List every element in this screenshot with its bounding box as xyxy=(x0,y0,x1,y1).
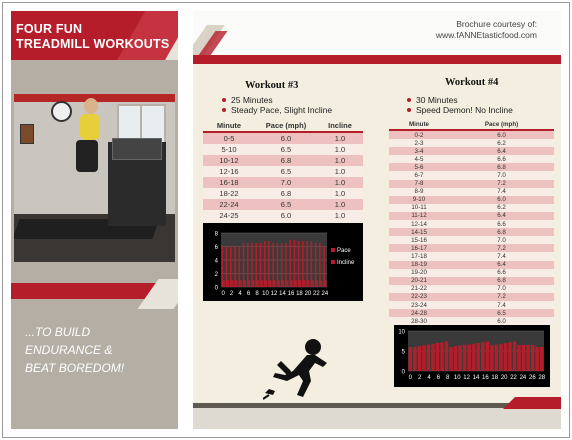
legend-label: Pace xyxy=(337,248,351,254)
title-line-2: TREADMILL WORKOUTS xyxy=(16,37,170,51)
chart-bar xyxy=(306,241,308,287)
chart-bar xyxy=(277,243,279,287)
table-cell: 6.6 xyxy=(449,220,554,228)
chart-bar xyxy=(495,345,498,371)
table-cell: 21-22 xyxy=(389,285,449,293)
table-cell: 18-22 xyxy=(203,188,255,199)
table-cell: 7.0 xyxy=(449,171,554,179)
workout4-table xyxy=(389,119,554,325)
table-cell: 1.0 xyxy=(317,155,363,166)
table-cell: 1.0 xyxy=(317,210,363,221)
x-tick-label: 12 xyxy=(270,291,278,297)
workout4-bullet: 30 Minutes xyxy=(406,95,513,105)
table-cell: 20-21 xyxy=(389,277,449,285)
workout3-bullets xyxy=(221,95,332,115)
table-cell: 6.0 xyxy=(255,132,317,144)
table-cell: 11-12 xyxy=(389,212,449,220)
table-row xyxy=(203,155,363,166)
workout3-title: Workout #3 xyxy=(245,80,299,91)
chart-bar xyxy=(431,344,434,371)
chart-bar xyxy=(440,342,443,371)
workout4-chart xyxy=(394,325,550,387)
chart-bar xyxy=(298,241,300,287)
y-tick-label: 2 xyxy=(214,272,218,278)
table-cell: 6.2 xyxy=(449,204,554,212)
chart-bar xyxy=(418,346,421,371)
clock-icon xyxy=(51,101,72,122)
table-row xyxy=(389,244,554,252)
table-cell: 6.6 xyxy=(449,155,554,163)
table-row xyxy=(389,188,554,196)
chart-bar xyxy=(499,344,502,371)
table-row xyxy=(389,130,554,139)
chart-bar xyxy=(291,280,293,287)
chart-bar xyxy=(302,241,304,287)
chart-bar xyxy=(316,280,318,287)
chart-bar xyxy=(226,247,228,288)
courtesy-url: www.fANNEtasticfood.com xyxy=(435,30,537,40)
chart-bar xyxy=(531,345,534,371)
chart-bar xyxy=(255,243,257,287)
chart-bar xyxy=(312,280,314,287)
x-tick-label: 2 xyxy=(229,291,234,297)
workout4-title: Workout #4 xyxy=(445,77,499,88)
table-cell: 6.4 xyxy=(449,261,554,269)
table-row xyxy=(203,188,363,199)
table-row xyxy=(389,139,554,147)
table-row xyxy=(389,301,554,309)
table-cell: 0-2 xyxy=(389,130,449,139)
table-cell: 18-19 xyxy=(389,261,449,269)
chart-bar xyxy=(244,280,246,287)
x-tick-label: 20 xyxy=(500,375,508,381)
table-row xyxy=(389,155,554,163)
right-panel xyxy=(193,11,561,429)
chart-bar xyxy=(282,280,284,287)
chart-bar xyxy=(236,280,238,287)
table-cell: 0-5 xyxy=(203,132,255,144)
chart-bar xyxy=(261,280,263,287)
chart-bar xyxy=(299,280,301,287)
table-cell: 28-30 xyxy=(389,317,449,325)
x-tick-label: 20 xyxy=(304,291,312,297)
chart-bar xyxy=(260,243,262,287)
x-tick-label: 22 xyxy=(510,375,517,381)
chart-bar xyxy=(321,280,323,287)
chart-bar xyxy=(472,344,475,371)
chart-bar xyxy=(449,347,452,371)
x-tick-label: 4 xyxy=(427,375,431,381)
table-cell: 17-18 xyxy=(389,252,449,260)
runner-icon xyxy=(263,337,333,405)
chart-bar xyxy=(325,280,327,287)
table-cell: 6.5 xyxy=(255,144,317,155)
chart-bar xyxy=(289,240,291,287)
table-row xyxy=(389,309,554,317)
slogan xyxy=(25,323,170,377)
table-row xyxy=(203,132,363,144)
table-row xyxy=(389,228,554,236)
table-row xyxy=(389,277,554,285)
table-cell: 1.0 xyxy=(317,199,363,210)
col-minute: Minute xyxy=(389,119,449,130)
workout4-chart-svg xyxy=(394,325,550,387)
table-cell: 6.6 xyxy=(449,269,554,277)
chart-bar xyxy=(274,280,276,287)
chart-bar xyxy=(240,280,242,287)
chart-bar xyxy=(508,342,511,371)
chart-bar xyxy=(490,345,493,371)
chart-bar xyxy=(477,343,480,371)
chart-bar xyxy=(272,243,274,287)
courtesy-note xyxy=(436,19,537,41)
x-tick-label: 14 xyxy=(472,375,480,381)
chart-bar xyxy=(270,280,272,287)
x-tick-label: 10 xyxy=(453,375,461,381)
table-cell: 19-20 xyxy=(389,269,449,277)
table-cell: 1.0 xyxy=(317,188,363,199)
chart-bar xyxy=(249,280,251,287)
chart-bar xyxy=(264,241,266,287)
workout3-chart-svg xyxy=(203,223,363,301)
table-cell: 8-9 xyxy=(389,188,449,196)
chart-bar xyxy=(294,240,296,287)
table-row xyxy=(203,144,363,155)
y-tick-label: 10 xyxy=(398,329,405,336)
table-row xyxy=(203,210,363,221)
chart-bar xyxy=(517,345,520,371)
chart-bar xyxy=(285,243,287,287)
table-cell: 2-3 xyxy=(389,139,449,147)
courtesy-label: Brochure courtesy of: xyxy=(456,19,537,29)
table-cell: 12-16 xyxy=(203,166,255,177)
table-cell: 22-24 xyxy=(203,199,255,210)
table-cell: 15-16 xyxy=(389,236,449,244)
y-tick-label: 0 xyxy=(214,285,218,292)
table-cell: 6-7 xyxy=(389,171,449,179)
table-cell: 1.0 xyxy=(317,166,363,177)
table-cell: 6.5 xyxy=(255,166,317,177)
table-cell: 6.0 xyxy=(255,210,317,221)
chart-bar xyxy=(257,280,259,287)
col-minute: Minute xyxy=(203,119,255,132)
chart-bar xyxy=(504,343,507,371)
table-cell: 14-15 xyxy=(389,228,449,236)
chart-bar xyxy=(454,346,457,371)
chart-bar xyxy=(227,280,229,287)
workout3-bullet: 25 Minutes xyxy=(221,95,332,105)
chart-bar xyxy=(319,243,321,287)
table-row xyxy=(389,252,554,260)
left-red-band xyxy=(11,283,178,299)
table-cell: 22-23 xyxy=(389,293,449,301)
table-row xyxy=(389,212,554,220)
table-cell: 24-28 xyxy=(389,309,449,317)
chart-bar xyxy=(287,280,289,287)
table-row xyxy=(389,293,554,301)
y-tick-label: 5 xyxy=(401,349,405,356)
table-cell: 6.5 xyxy=(449,309,554,317)
table-cell: 7.2 xyxy=(449,180,554,188)
col-pace: Pace (mph) xyxy=(255,119,317,132)
x-tick-label: 8 xyxy=(255,291,259,297)
chart-bar xyxy=(481,342,484,371)
table-cell: 1.0 xyxy=(317,177,363,188)
slogan-line-1: ...TO BUILD xyxy=(25,325,91,339)
table-row xyxy=(389,285,554,293)
table-cell: 6.8 xyxy=(449,277,554,285)
chart-bar xyxy=(232,280,234,287)
chart-bar xyxy=(422,345,425,371)
table-cell: 6.8 xyxy=(449,163,554,171)
chart-bar xyxy=(253,280,255,287)
title-line-1: FOUR FUN xyxy=(16,22,83,36)
left-header xyxy=(11,11,178,60)
x-tick-label: 28 xyxy=(538,375,546,381)
table-cell: 6.4 xyxy=(449,147,554,155)
table-cell: 6.4 xyxy=(449,212,554,220)
chart-bar xyxy=(295,280,297,287)
chart-bar xyxy=(463,345,466,371)
table-cell: 7.2 xyxy=(449,244,554,252)
table-row xyxy=(389,261,554,269)
chart-bar xyxy=(308,280,310,287)
table-cell: 4-5 xyxy=(389,155,449,163)
x-tick-label: 26 xyxy=(528,375,536,381)
chart-bar xyxy=(315,243,317,287)
x-tick-label: 18 xyxy=(296,291,303,297)
chart-bar xyxy=(409,347,412,371)
table-row xyxy=(389,163,554,171)
table-cell: 7-8 xyxy=(389,180,449,188)
chart-bar xyxy=(526,345,529,371)
y-tick-label: 0 xyxy=(401,369,405,376)
table-cell: 7.4 xyxy=(449,301,554,309)
table-row xyxy=(389,171,554,179)
chart-bar xyxy=(266,280,268,287)
slogan-line-2: ENDURANCE & xyxy=(25,343,113,357)
chart-bar xyxy=(522,345,525,371)
table-cell: 9-10 xyxy=(389,196,449,204)
y-tick-label: 6 xyxy=(214,245,218,251)
legend-label: Incline xyxy=(337,260,355,266)
workout3-chart xyxy=(203,223,363,301)
table-cell: 10-11 xyxy=(389,204,449,212)
y-tick-label: 4 xyxy=(214,258,218,265)
slogan-line-3: BEAT BOREDOM! xyxy=(25,361,125,375)
x-tick-label: 0 xyxy=(221,291,225,297)
x-tick-label: 0 xyxy=(408,375,412,381)
chart-bar xyxy=(413,347,416,371)
table-cell: 1.0 xyxy=(317,132,363,144)
table-cell: 6.2 xyxy=(449,139,554,147)
chart-bar xyxy=(234,247,236,288)
chart-bar xyxy=(311,241,313,287)
table-cell: 5-10 xyxy=(203,144,255,155)
chart-bar xyxy=(268,241,270,287)
table-cell: 5-6 xyxy=(389,163,449,171)
x-tick-label: 2 xyxy=(417,375,422,381)
brochure-title xyxy=(16,22,176,52)
chart-bar xyxy=(230,247,232,288)
table-cell: 12-14 xyxy=(389,220,449,228)
table-row xyxy=(203,166,363,177)
x-tick-label: 24 xyxy=(519,375,527,381)
table-cell: 6.8 xyxy=(255,155,317,166)
table-cell: 16-17 xyxy=(389,244,449,252)
chart-bar xyxy=(445,341,448,371)
y-tick-label: 8 xyxy=(214,231,218,238)
chart-bar xyxy=(304,280,306,287)
table-row xyxy=(389,180,554,188)
table-row xyxy=(389,236,554,244)
table-row xyxy=(389,204,554,212)
table-cell: 6.0 xyxy=(449,317,554,325)
table-cell: 23-24 xyxy=(389,301,449,309)
workout4-bullets xyxy=(406,95,513,115)
x-tick-label: 12 xyxy=(463,375,470,381)
table-cell: 3-4 xyxy=(389,147,449,155)
header-red-bar xyxy=(193,55,561,64)
treadmill-photo xyxy=(14,94,175,262)
x-tick-label: 14 xyxy=(279,291,286,297)
legend-swatch xyxy=(331,260,335,264)
table-row xyxy=(203,199,363,210)
chart-bar xyxy=(436,343,439,371)
col-pace: Pace (mph) xyxy=(449,119,554,130)
x-tick-label: 10 xyxy=(262,291,269,297)
table-cell: 16-18 xyxy=(203,177,255,188)
table-cell: 6.0 xyxy=(449,196,554,204)
table-row xyxy=(389,147,554,155)
chart-bar xyxy=(223,280,225,287)
x-tick-label: 16 xyxy=(287,291,295,297)
x-tick-label: 22 xyxy=(313,291,320,297)
col-incline: Incline xyxy=(317,119,363,132)
table-cell: 7.4 xyxy=(449,188,554,196)
table-cell: 6.8 xyxy=(449,228,554,236)
table-cell: 7.0 xyxy=(255,177,317,188)
table-cell: 6.5 xyxy=(255,199,317,210)
table-row xyxy=(389,196,554,204)
x-tick-label: 16 xyxy=(482,375,489,381)
chart-bar xyxy=(513,341,516,371)
table-cell: 24-25 xyxy=(203,210,255,221)
table-cell: 7.2 xyxy=(449,293,554,301)
x-tick-label: 4 xyxy=(238,291,242,297)
table-cell: 1.0 xyxy=(317,144,363,155)
chart-bar xyxy=(468,345,471,371)
chart-bar xyxy=(238,247,240,288)
chart-bar xyxy=(278,280,280,287)
x-tick-label: 6 xyxy=(436,375,441,381)
workout4-bullet: Speed Demon! No Incline xyxy=(406,105,513,115)
legend-swatch xyxy=(331,248,335,252)
table-cell: 7.0 xyxy=(449,285,554,293)
chart-bar xyxy=(323,247,325,288)
chart-bar xyxy=(427,345,430,371)
chart-bar xyxy=(458,345,461,371)
x-tick-label: 8 xyxy=(446,375,450,381)
table-cell: 7.0 xyxy=(449,236,554,244)
left-panel xyxy=(11,11,178,429)
chart-bar xyxy=(486,341,489,371)
x-tick-label: 18 xyxy=(491,375,499,381)
chart-bar xyxy=(536,347,539,371)
table-cell: 10-12 xyxy=(203,155,255,166)
table-cell: 6.0 xyxy=(449,130,554,139)
table-row xyxy=(389,220,554,228)
table-row xyxy=(203,177,363,188)
table-cell: 6.8 xyxy=(255,188,317,199)
chart-bar xyxy=(247,243,249,287)
chart-bar xyxy=(540,347,543,371)
workout3-bullet: Steady Pace, Slight Incline xyxy=(221,105,332,115)
table-cell: 7.4 xyxy=(449,252,554,260)
x-tick-label: 6 xyxy=(246,291,251,297)
chart-bar xyxy=(251,243,253,287)
chart-bar xyxy=(281,243,283,287)
x-tick-label: 24 xyxy=(321,291,329,297)
chart-bar xyxy=(222,247,224,288)
chart-bar xyxy=(243,243,245,287)
workout3-table xyxy=(203,119,363,221)
table-row xyxy=(389,269,554,277)
